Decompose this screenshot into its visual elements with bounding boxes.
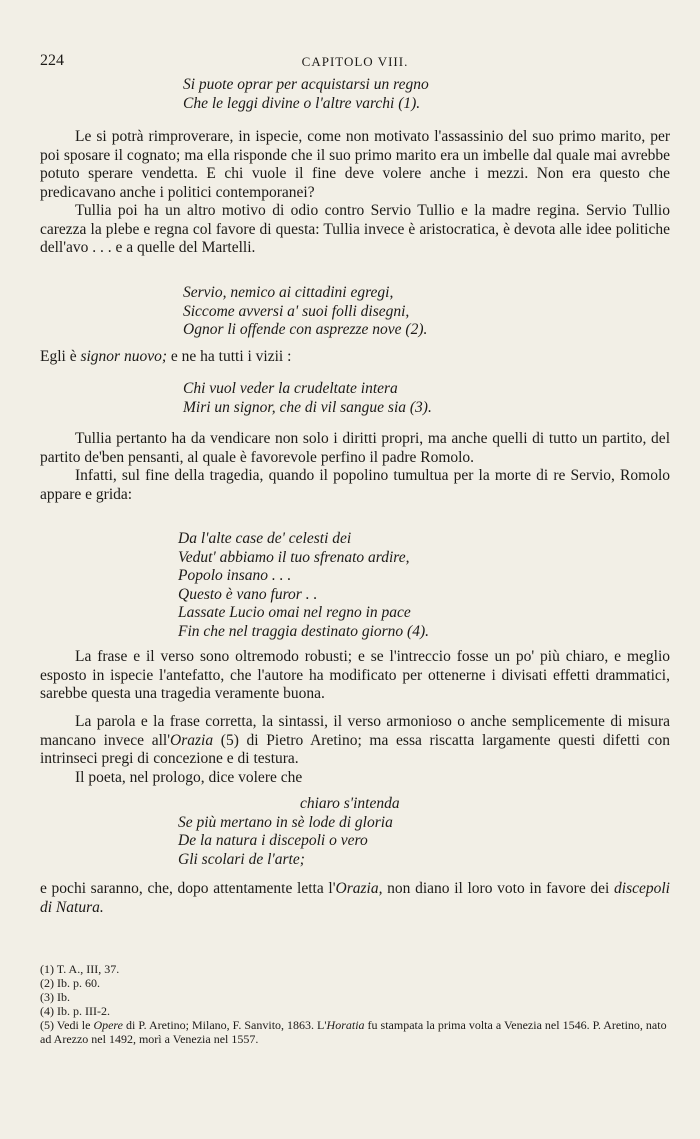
body-text-2 bbox=[40, 348, 670, 367]
paragraph: Tullia poi ha un altro motivo di odio contro Servio Tullio e la madre regina. Servio Tullio carezza la plebe e regna col favore di questa: Tullia invece è aristocratica, è devota alle idee politiche dell'avo . . . e a quelle del Martelli. bbox=[40, 202, 670, 256]
verse-line: Servio, nemico ai cittadini egregi, bbox=[183, 284, 394, 301]
paragraph: e pochi saranno, che, dopo attentamente letta l'Orazia, non diano il loro voto in favore dei discepoli di Natura. bbox=[40, 880, 670, 916]
footnote: (1) T. A., III, 37. bbox=[40, 962, 120, 976]
body-text-4 bbox=[40, 648, 670, 704]
verse-line: Si puote oprar per acquistarsi un regno bbox=[183, 76, 429, 93]
chapter-title: CAPITOLO VIII. bbox=[301, 54, 409, 69]
verse-line: Lassate Lucio omai nel regno in pace bbox=[178, 604, 411, 621]
paragraph: La frase e il verso sono oltremodo robusti; e se l'intreccio fosse un po' più chiaro, e meglio esposto in ispecie l'antefatto, che l'autore ha modificato per ottenerne i divisati effetti drammatici, sarebbe questa una tragedia veramente buona. bbox=[40, 648, 670, 702]
verse-line: Che le leggi divine o l'altre varchi (1). bbox=[183, 94, 421, 112]
verse-line: Ognor li offende con asprezze nove (2). bbox=[183, 321, 428, 338]
verse-line: Popolo insano . . . bbox=[178, 567, 292, 584]
body-text-1 bbox=[40, 128, 670, 258]
paragraph: Tullia pertanto ha da vendicare non solo i diritti propri, ma anche quelli di tutto un partito, del partito de'ben pensanti, al quale è favorevole perfino il padre Romolo. bbox=[40, 430, 670, 466]
footnote: (5) Vedi le Opere di P. Aretino; Milano, F. Sanvito, 1863. L'Horatia fu stampata la prima volta a Venezia nel 1546. P. Aretino, nato ad Arezzo nel 1492, morì a Venezia nel 1557. bbox=[40, 1018, 667, 1046]
footnote: (2) Ib. p. 60. bbox=[40, 976, 100, 990]
footnote: (4) Ib. p. III-2. bbox=[40, 1004, 110, 1018]
footnote: (3) Ib. bbox=[40, 990, 70, 1004]
verse-line: Se più mertano in sè lode di gloria bbox=[178, 813, 393, 831]
verse-line: Chi vuol veder la crudeltate intera bbox=[183, 380, 398, 397]
verse-quote-4 bbox=[178, 530, 429, 641]
verse-quote-3 bbox=[183, 380, 432, 417]
verse-line: Da l'alte case de' celesti dei bbox=[178, 530, 352, 547]
paragraph: Infatti, sul fine della tragedia, quando il popolino tumultua per la morte di re Servio, Romolo appare e grida: bbox=[40, 467, 670, 503]
page-number: 224 bbox=[40, 52, 64, 69]
verse-line: Fin che nel traggia destinato giorno (4). bbox=[178, 622, 429, 640]
body-text-6 bbox=[40, 880, 670, 917]
verse-line: De la natura i discepoli o vero bbox=[178, 832, 368, 849]
paragraph: Egli è signor nuovo; e ne ha tutti i vizii : bbox=[40, 348, 292, 365]
body-text-3 bbox=[40, 430, 670, 504]
body-text-5 bbox=[40, 713, 670, 787]
footnotes bbox=[40, 962, 670, 1046]
page-header bbox=[40, 52, 670, 74]
verse-line: Questo è vano furor . . bbox=[178, 585, 318, 603]
paragraph: La parola e la frase corretta, la sintassi, il verso armonioso o anche semplicemente di misura mancano invece all'Orazia (5) di Pietro Aretino; ma essa riscatta largamente questi difetti con intrinseci pregi di concezione e di testura. bbox=[40, 713, 670, 767]
verse-line: Gli scolari de l'arte; bbox=[178, 850, 305, 868]
verse-line: Siccome avversi a' suoi folli disegni, bbox=[183, 302, 410, 320]
paragraph: Le si potrà rimproverare, in ispecie, come non motivato l'assassinio del suo primo marito, per poi sposare il cognato; ma ella risponde che il suo primo marito era un imbelle dal quale mai avrebbe potuto sperare vendetta. E chi vuole il fine deve volere anche i mezzi. Non era questo che predicavano anche i politici contemporanei? bbox=[40, 128, 670, 201]
verse-quote-2 bbox=[183, 284, 427, 340]
verse-line: Miri un signor, che di vil sangue sia (3). bbox=[183, 398, 432, 416]
verse-line: Vedut' abbiamo il tuo sfrenato ardire, bbox=[178, 548, 410, 566]
verse-quote-5 bbox=[178, 795, 400, 869]
verse-quote-1 bbox=[183, 76, 429, 113]
paragraph: Il poeta, nel prologo, dice volere che bbox=[75, 768, 303, 786]
verse-line: chiaro s'intenda bbox=[300, 795, 400, 812]
